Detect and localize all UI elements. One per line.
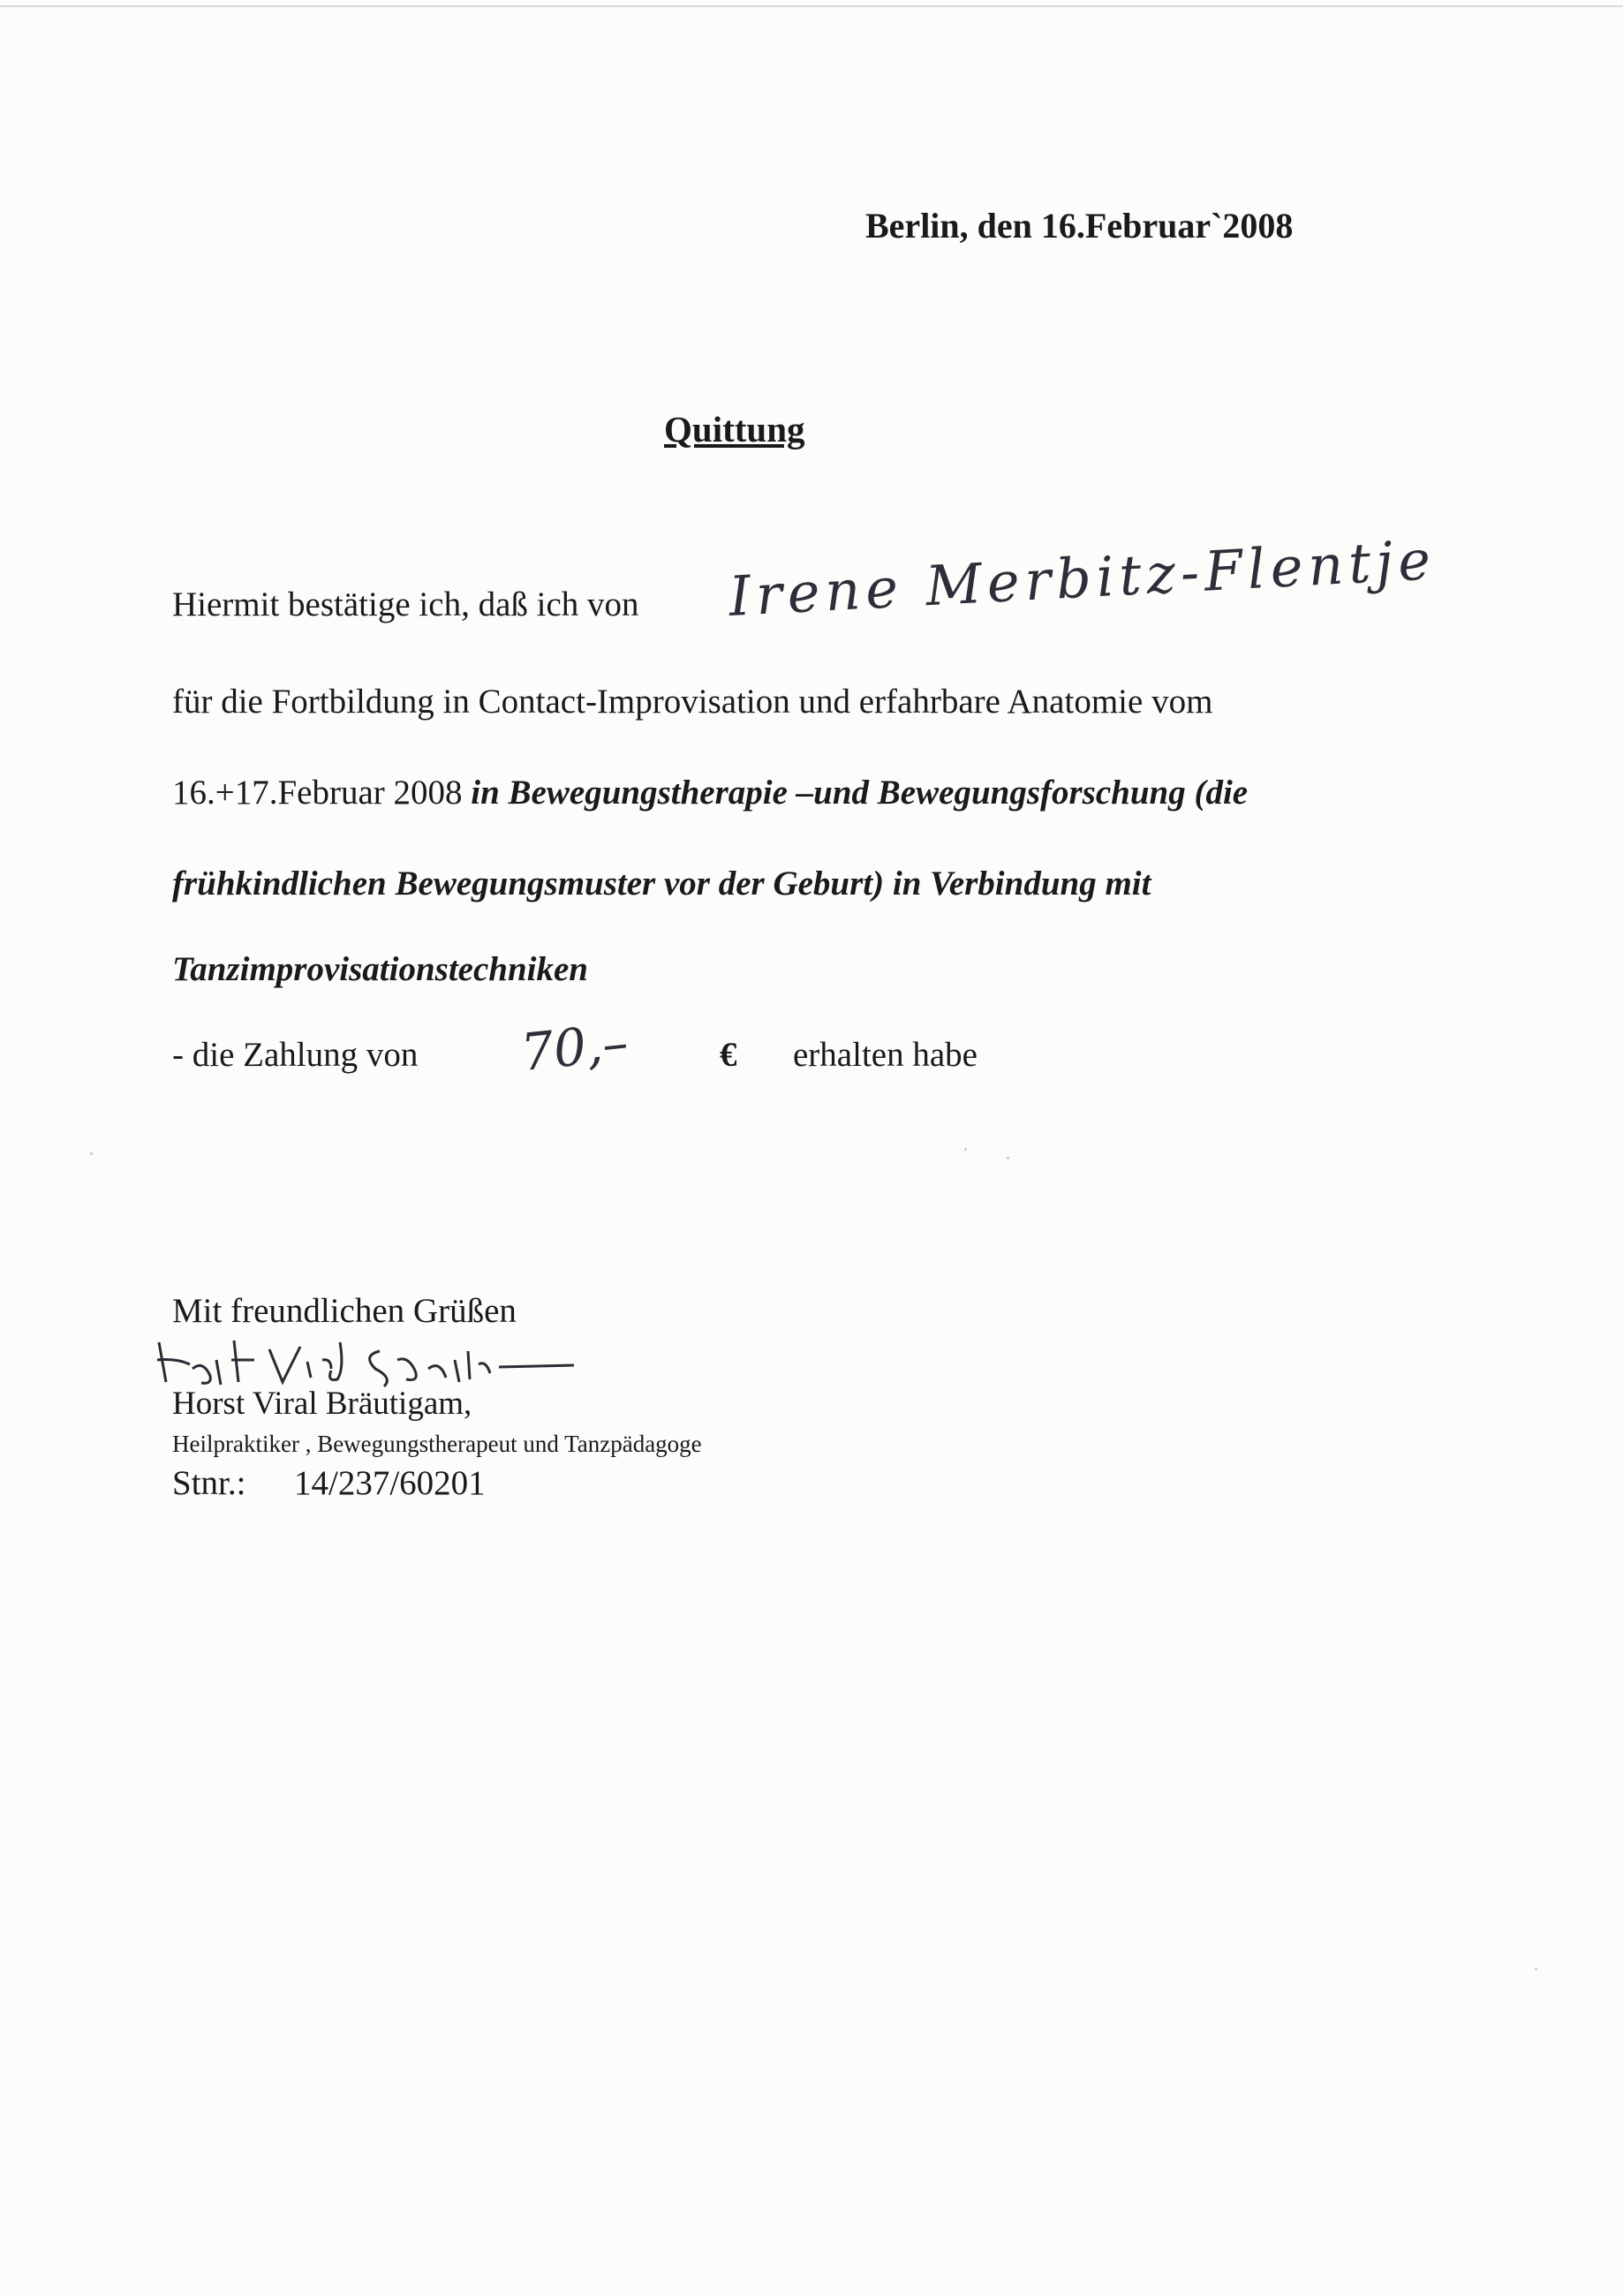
date-line: Berlin, den 16.Februar`2008 bbox=[865, 206, 1294, 245]
tax-number-label: Stnr.: bbox=[172, 1464, 246, 1502]
scan-speck bbox=[90, 1152, 93, 1155]
body-line-1: Hiermit bestätige ich, daß ich von bbox=[172, 585, 639, 623]
body-line-2: für die Fortbildung in Contact-Improvisation und erfahrbare Anatomie vom bbox=[172, 683, 1213, 721]
scan-edge-line bbox=[0, 5, 1623, 7]
scan-speck bbox=[1007, 1157, 1009, 1159]
signer-title: Heilpraktiker , Bewegungstherapeut und Tanzpädagoge bbox=[172, 1431, 702, 1457]
signer-name: Horst Viral Bräutigam, bbox=[172, 1386, 472, 1422]
scan-speck bbox=[964, 1148, 967, 1151]
handwritten-payer-name: Irene Merbitz-Flentje bbox=[727, 527, 1438, 629]
document-title: Quittung bbox=[664, 409, 805, 449]
closing-greeting: Mit freundlichen Grüßen bbox=[172, 1292, 517, 1330]
body-line-4: frühkindlichen Bewegungsmuster vor der Geburt) in Verbindung mit bbox=[172, 865, 1151, 903]
body-line-3 bbox=[172, 773, 1248, 812]
handwritten-amount: 70,– bbox=[517, 1011, 631, 1084]
body-line-3-emphasis: in Bewegungstherapie –und Bewegungsforschung (die bbox=[471, 774, 1249, 812]
payment-prefix: - die Zahlung von bbox=[172, 1036, 419, 1074]
body-line-5: Tanzimprovisationstechniken bbox=[172, 950, 588, 988]
scan-speck bbox=[1535, 1967, 1537, 1970]
payment-suffix: erhalten habe bbox=[793, 1036, 978, 1074]
currency-symbol: € bbox=[720, 1036, 737, 1074]
body-line-3-plain: 16.+17.Februar 2008 bbox=[172, 774, 472, 812]
tax-number: 14/237/60201 bbox=[294, 1464, 486, 1502]
